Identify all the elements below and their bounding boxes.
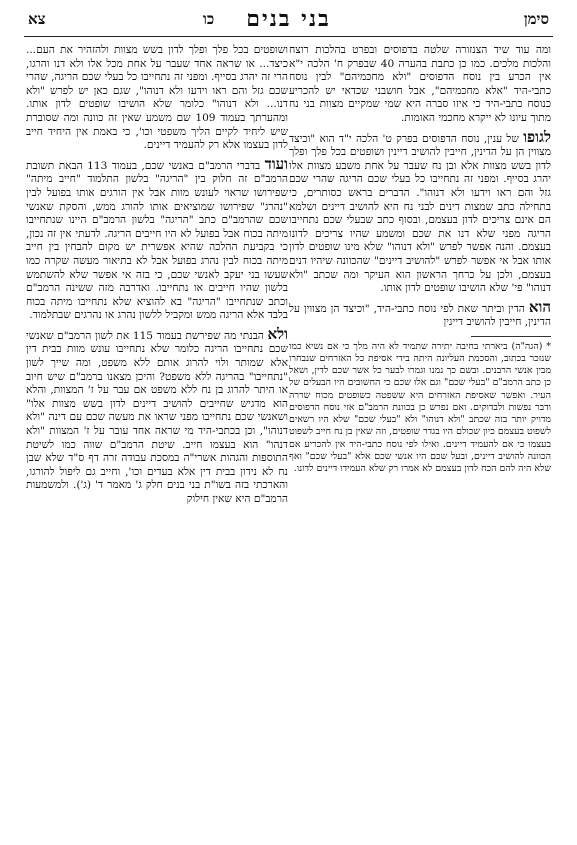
header-rule <box>24 36 553 37</box>
book-title: בני בנים <box>246 6 331 32</box>
lead-word: הוא <box>528 297 551 316</box>
right-column <box>289 44 551 814</box>
chapter-number: כו <box>203 10 215 28</box>
lead-word: ולא <box>267 324 288 343</box>
page-header <box>28 6 549 34</box>
paragraph: ומה עוד שיד הצנזורה שלטה בדפוסים ובפרט בהלכות רוצח והלכות מלכים. כמו כן כתבת בהערה 40 שבפרק ח' הלכה י"א אין הכרע בין נוסח הדפוסים "ולא מחכמיהם" לבין נוסח כתבי-היד "אלא מחכמיהם", אבל חושבני שכדאי יש להכריע כנוסח כתבי-היד כי איזו סברה היא שמי שמקיים מצוות בני נח מתוך עיונו לא ייקרא מחכמי האומות. <box>289 44 551 124</box>
lead-word: ועוד <box>264 154 288 173</box>
page-number: צא <box>28 10 46 28</box>
lead-word: לגופו <box>523 127 551 146</box>
paragraph: ושופטים בכל פלך ופלך לדון בשש מצוות ולהזהיר את העם... כיצד... או שראה אחד שעבר על אחת מכל אלו ולא דנו והרגו, הרי זה יהרג בסייף. ומפני זה נתחייבו כל בעלי שכם הריגה, שהרי שכם גזל והם ראו וידעו ולא דנוהו", שגם כאן יש לפרש "ולא דנו... ולא דנוהו" כלומר שלא הושיבו שופטים לדון אותו. ומהערתך בעמוד 109 שם משמע שאין זה כוונה ומה שסוברת שיש ליחיד לקיים הליך משפטי וכו', כי באמת אין היחיד חייב לדון בעצמו אלא רק להעמיד דיינים. <box>26 44 288 152</box>
paragraph: לגופו של ענין, נוסח הדפוסים בפרק ט' הלכה י"ד הוא "וכיצד מצווין הן על הדינין, חייבין להושיב דיינין ושופטים בכל פלך ופלך לדון בשש מצוות אלא ובן נח שעבר על אחת משבע מצוות אלו יהרג בסייף. ומפני זה נתחייבו כל בעלי שכם הריגה שהרי שכם גזל והם ראו וידעו ולא דנוהו". הדברים בראש כסותרים, כי בתחילה כתב שמצות דינים לבני נח היא להושיב דיינים ושלמא הם אינם צריכים לדון בעצמם, ובסוף כתב שבעלי שכם נתחייבו הריגה מפני שלא דנו את שכם ומשמע שהיו צריכים לדונו בעצמם. והנה אפשר לפרש "ולא דנוהו" שלא מינו שופטים לדון אותו אבל אי אפשר לפרש "להושיב דיינים" שהכוונה שיהיו דנים בעצמם, ולכן על כרחך הראשון הוא העיקר ומה שכתב "ולא דנוהו" פי' שלא הושיבו שופטים לדון אותו. <box>289 127 551 295</box>
section-label: סימן <box>523 10 549 28</box>
left-column <box>26 44 288 814</box>
paragraph: ולא הבנתי מה שפירשת בעמוד 115 את לשון הרמב"ם שאנשי שכם נתחייבו הריגה כלומר שלא נתחייבו עונש מוות בבית דין אלא שמותר ולוי להרוג אותם ללא משפט, ומה שייך לשון "נתחייבו" בהריגה ללא משפט? והיכן מצאנו ברמב"ם שיש חיוב או היתר להרוג בן נח ללא משפט אם עבר על ז' המצוות, והלא הוא מדגיש שחייבים להושיב דיינים לדון בשש מצוות אלו" ושאנשי שכם נתחייבו מפני שראו את מעשה שכם עם דינה "ולא דנוהו", וכן בכתבי-היד מי שראה אחד עובר על ז' המצוות "ולא דנהו" הוא בעצמו חייב. שיטת הרמב"ם שווה כמו לשיטת התוספות והגהות אשרי"ה במסכת עבודה זרה דף ס"ד שלא שבן נח לא נידון בבית דין אלא בעדים וכו', וחייב גם ליפול להורגו, והארכתי בזה בשו"ת בני בנים חלק ג' מאמר ד' (ג'). ולמשמעות הרמב"ם היא שאין חילוק <box>26 324 288 505</box>
paragraph: הוא הדין וביתר שאת לפי נוסח כתבי-היד, "וכיצד הן מצווין על הדינין, חייבין להושיב דיינין <box>289 297 551 329</box>
footnote: * (הגה"ה) ביארתי בחיבה יתירה שתמיד לא היה מלך כי אם נשיא כמו שנזכר בכתוב, והסכמת העליונה היתה בידי אסיפת כל האזרחים שנבחרו מבין אנשי הרבנים. ובשם כך נמנו וגמרו לבער כל אשר שכם לדין, ושאל כן כתב הרמב"ם "בעלי שכם" וגם אלו שכם כי החשובים היו הבעלים של העיר. ואפשר שאסיפת האזרחים היא ששפטה כשופטים מכוח שררה ודבר נפשות ולבדוקים. ואם נפרש כן בכוונת הרמב"ם אזי נוסח הדפוסים מדויק יותר בזה שכתב "ולא דנוהו" ולא "בעלי שכם" שלא היו רשאים לשפוט בעצמם כיון שכולם היו בגדר שופטים, וזה שאין בן נח חייב לשפוט בעצמו כי אם להעמיד דיינים. ואילו לפי נוסח כתבי-היד אין להכריע אם הכוונה להושיב דיינים, ובעל שכם היו אנשי שכם אלא "בעלי שכם" ואף שלא היה להם הכח לדון בעצמם לא אמרו רק שלא העמידו דיינים לדונו. <box>289 340 551 474</box>
paragraph: ועוד בדברי הרמב"ם באנשי שכם, בעמוד 113 הבאת תשובת הרמב"ם זה חלוק בין "הריגה" בלשון התלמוד "חייב מיתה" שפירושו שראוי לעונש מוות אבל אין הורגים אותו בפועל לבין "נהרג" שפירושו שמוציאים אותו להורג ממש, והסקת שאנשי שכם שהרמב"ם כתב "הריגה" בלשון הרמב"ם היינו שנתחייבו מיתה בכוח אבל בפועל לא היו חייבים הריגה. לדעתי אין זה נכון, כי בקביעת ההלכה שהיא אפשרית יש מקום להבחין בין חייב מיתה בכוח לבין נהרג בפועל אבל לא בתיאור מעשה שקרה כמו שעשו בני יעקב לאנשי שכם, כי בזה אי אפשר שלא להשתמש בלשון שהיו חייבים או נתחייבו. ואדרבה מזה ששינה הרמב"ם וכתב שנתחייבו "הריגה" בא להוציא שלא נתחייבו מיתה בכוח בלבד אלא הריגה ממש ומקביל ללשון נהרג או נהרגים שבתלמוד. <box>26 154 288 322</box>
footnote-separator <box>471 336 551 337</box>
